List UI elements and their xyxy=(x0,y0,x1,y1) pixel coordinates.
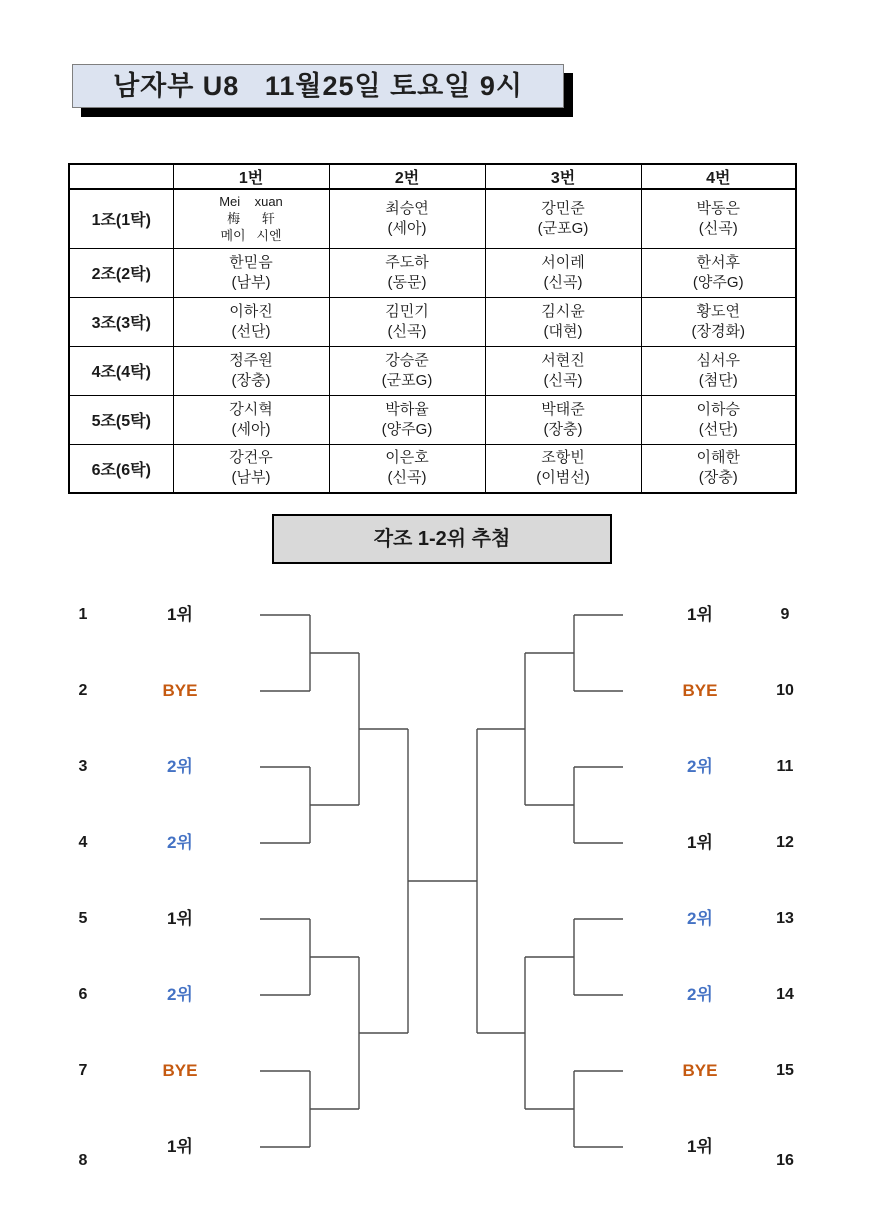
player-cell-line: (남부) xyxy=(231,273,271,291)
bracket-seed-number: 3 xyxy=(78,758,88,775)
bracket-slot-label: 2위 xyxy=(167,757,193,776)
bracket-slot-label: 1위 xyxy=(167,909,193,928)
bracket-seed-number: 11 xyxy=(776,758,794,775)
player-cell-line: (신곡) xyxy=(387,469,427,487)
header-cell-seat1: 1번 xyxy=(173,164,329,189)
group-label: 5조(5탁) xyxy=(69,395,173,444)
bracket-slot-label: BYE xyxy=(162,1061,198,1080)
bracket-seed-number: 9 xyxy=(780,606,790,623)
bracket-slot-label: 2위 xyxy=(687,909,713,928)
bracket-seed-number: 13 xyxy=(776,910,794,927)
draw-title-box: 각조 1-2위 추첨 xyxy=(272,514,612,564)
bracket-slot-label: 1위 xyxy=(167,605,193,624)
header-cell-seat4: 4번 xyxy=(641,164,796,189)
bracket-seed-number: 6 xyxy=(78,986,88,1003)
player-cell-line: 주도하 xyxy=(385,253,429,271)
player-cell-line: 서이레 xyxy=(541,253,585,271)
player-cell-line: 박동은 xyxy=(696,199,740,217)
bracket-slot-label: 2위 xyxy=(167,833,193,852)
group-label: 4조(4탁) xyxy=(69,346,173,395)
player-cell-line: 심서우 xyxy=(696,351,740,369)
bracket-seed-number: 8 xyxy=(78,1152,88,1169)
player-cell-line: (신곡) xyxy=(543,273,583,291)
bracket-slot-label: 2위 xyxy=(167,985,193,1004)
player-cell-line: (장경화) xyxy=(691,322,745,340)
player-cell-line: Mei xuan xyxy=(219,194,283,210)
bracket-seed-number: 10 xyxy=(776,682,794,699)
page-title: 남자부 U8 11월25일 토요일 9시 xyxy=(72,64,564,108)
player-cell-line: 이하진 xyxy=(229,302,273,320)
bracket-slot-label: BYE xyxy=(682,681,718,700)
player-cell-line: (세아) xyxy=(387,219,427,237)
header-cell-seat2: 2번 xyxy=(329,164,485,189)
bracket-slot-label: BYE xyxy=(162,681,198,700)
bracket-slot-label: 1위 xyxy=(687,605,713,624)
bracket-slot-label: 1위 xyxy=(167,1137,193,1156)
group-label: 3조(3탁) xyxy=(69,297,173,346)
bracket-seed-number: 15 xyxy=(776,1062,794,1079)
player-cell-line: (선단) xyxy=(698,420,738,438)
player-cell-line: 梅 轩 xyxy=(227,211,275,227)
player-cell-line: (양주G) xyxy=(692,273,744,291)
header-cell-seat3: 3번 xyxy=(485,164,641,189)
player-cell-line: 이해한 xyxy=(696,449,740,467)
player-cell-line: (신곡) xyxy=(543,371,583,389)
player-cell-line: (장충) xyxy=(231,371,271,389)
player-cell-line: (이범선) xyxy=(536,469,590,487)
bracket-slot-label: 2위 xyxy=(687,757,713,776)
bracket-slot-label: 1위 xyxy=(687,833,713,852)
player-cell-line: (남부) xyxy=(231,469,271,487)
player-cell-line: 최승연 xyxy=(385,199,429,217)
bracket-seed-number: 5 xyxy=(78,910,88,927)
bracket-slot-label: 1위 xyxy=(687,1137,713,1156)
bracket-slot-label: BYE xyxy=(682,1061,718,1080)
player-cell-line: 정주원 xyxy=(229,351,273,369)
player-cell-line: (양주G) xyxy=(381,420,433,438)
player-cell-line: 강건우 xyxy=(229,449,273,467)
player-cell-line: 조항빈 xyxy=(541,449,585,467)
player-cell-line: (군포G) xyxy=(537,219,589,237)
bracket-seed-number: 16 xyxy=(776,1152,794,1169)
player-cell-line: 강시혁 xyxy=(229,400,273,418)
bracket-seed-number: 7 xyxy=(78,1062,88,1079)
player-cell-line: 강승준 xyxy=(385,351,429,369)
bracket-slot-label: 2위 xyxy=(687,985,713,1004)
player-cell-line: (장충) xyxy=(543,420,583,438)
player-cell-line: (신곡) xyxy=(387,322,427,340)
player-cell-line: 이은호 xyxy=(385,449,429,467)
player-cell-line: 서현진 xyxy=(541,351,585,369)
player-cell-line: 강민준 xyxy=(541,199,585,217)
player-cell-line: (선단) xyxy=(231,322,271,340)
bracket-seed-number: 14 xyxy=(776,986,794,1003)
bracket-seed-number: 2 xyxy=(78,682,88,699)
bracket-seed-number: 12 xyxy=(776,834,794,851)
player-cell-line: 황도연 xyxy=(696,302,740,320)
player-cell-line: (신곡) xyxy=(698,219,738,237)
player-cell-line: 김민기 xyxy=(385,302,429,320)
player-cell-line: 한서후 xyxy=(696,253,740,271)
player-cell-line: (군포G) xyxy=(381,371,433,389)
group-label: 2조(2탁) xyxy=(69,248,173,297)
player-cell-line: 박태준 xyxy=(541,400,585,418)
player-cell-line: (대현) xyxy=(543,322,583,340)
bracket-seed-number: 4 xyxy=(78,834,88,851)
player-cell-line: (세아) xyxy=(231,420,271,438)
player-cell-line: 박하율 xyxy=(385,400,429,418)
bracket-seed-number: 1 xyxy=(78,606,88,623)
player-cell-line: (첨단) xyxy=(698,371,738,389)
group-label: 6조(6탁) xyxy=(69,444,173,493)
player-cell-line: 이하승 xyxy=(696,400,740,418)
player-cell-line: (동문) xyxy=(387,273,427,291)
player-cell-line: 메이 시엔 xyxy=(220,228,282,244)
player-cell-line: 한믿음 xyxy=(229,253,273,271)
player-cell-line: (장충) xyxy=(698,469,738,487)
player-cell-line: 김시윤 xyxy=(541,302,585,320)
group-label: 1조(1탁) xyxy=(69,189,173,248)
